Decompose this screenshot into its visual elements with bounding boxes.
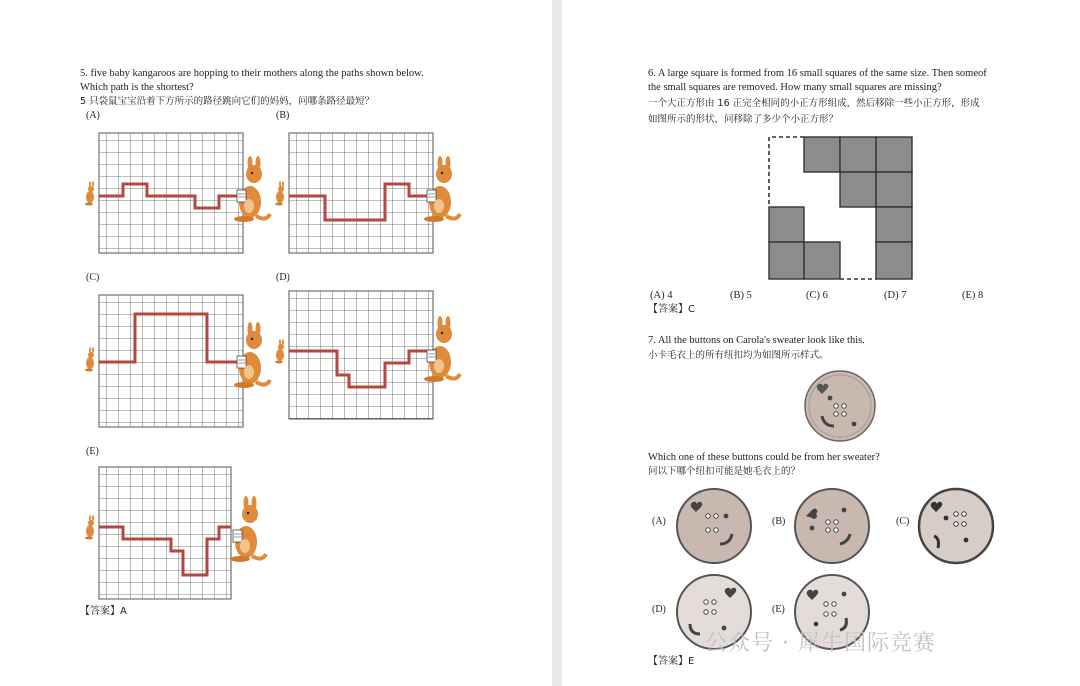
q7-question-english: Which one of these buttons could be from her sweater? [648,452,880,463]
q6-prompt-chinese-1: 一个大正方形由 16 正完全相同的小正方形组成，然后移除一些小正方形，形成 [648,98,980,109]
q7-option-b-label: (B) [772,516,786,527]
q5-answer: 【答案】A [80,606,127,617]
q7-reference-button [802,368,878,444]
q5-prompt-english-2: Which path is the shortest? [80,82,194,93]
q6-prompt-english-1: 6. A large square is formed from 16 small squares of the same size. Then someof [648,68,987,79]
q6-choice-b: (B) 5 [730,290,752,301]
q7-option-a-label: (A) [652,516,666,527]
q5-prompt-english-1: 5. five baby kangaroos are hopping to their mothers along the paths shown below. [80,68,424,79]
q7-option-c-label: (C) [896,516,910,527]
q7-question-chinese: 问以下哪个纽扣可能是她毛衣上的？ [648,466,801,477]
q7-prompt-english: 7. All the buttons on Carola's sweater look like this. [648,335,865,346]
q6-prompt-english-2: the small squares are removed. How many small squares are missing? [648,82,942,93]
q6-choice-c: (C) 6 [806,290,828,301]
q5-option-d-label: (D) [276,272,290,283]
q5-option-c-label: (C) [86,272,100,283]
q5-option-e-label: (E) [86,446,99,457]
q5-figure-d [272,286,467,422]
q6-choice-a: (A) 4 [650,290,673,301]
q7-option-d-label: (D) [652,604,666,615]
q5-option-b-label: (B) [276,110,290,121]
q5-figure-c [82,290,277,432]
q5-option-a-label: (A) [86,110,100,121]
q5-prompt-chinese: 5 只袋鼠宝宝沿着下方所示的路径跳向它们的妈妈，问哪条路径最短？ [80,96,375,107]
q6-answer: 【答案】C [648,304,695,315]
q7-answer: 【答案】E [648,656,695,667]
right-page [562,0,1080,686]
watermark: 公众号 · 犀牛国际竞赛 [705,631,936,656]
q7-option-e-label: (E) [772,604,785,615]
q7-button-a [674,486,754,566]
q6-prompt-chinese-2: 如图所示的形状，问移除了多少个小正方形？ [648,114,839,125]
q6-choice-d: (D) 7 [884,290,907,301]
q5-figure-b [272,128,467,260]
q7-button-c [916,486,996,566]
q5-figure-e [82,462,277,602]
q6-choice-e: (E) 8 [962,290,984,301]
q5-figure-a [82,128,277,260]
q6-square-figure [764,134,920,284]
q7-prompt-chinese: 小卡毛衣上的所有纽扣均为如图所示样式。 [648,350,829,361]
q7-button-b [792,486,872,566]
